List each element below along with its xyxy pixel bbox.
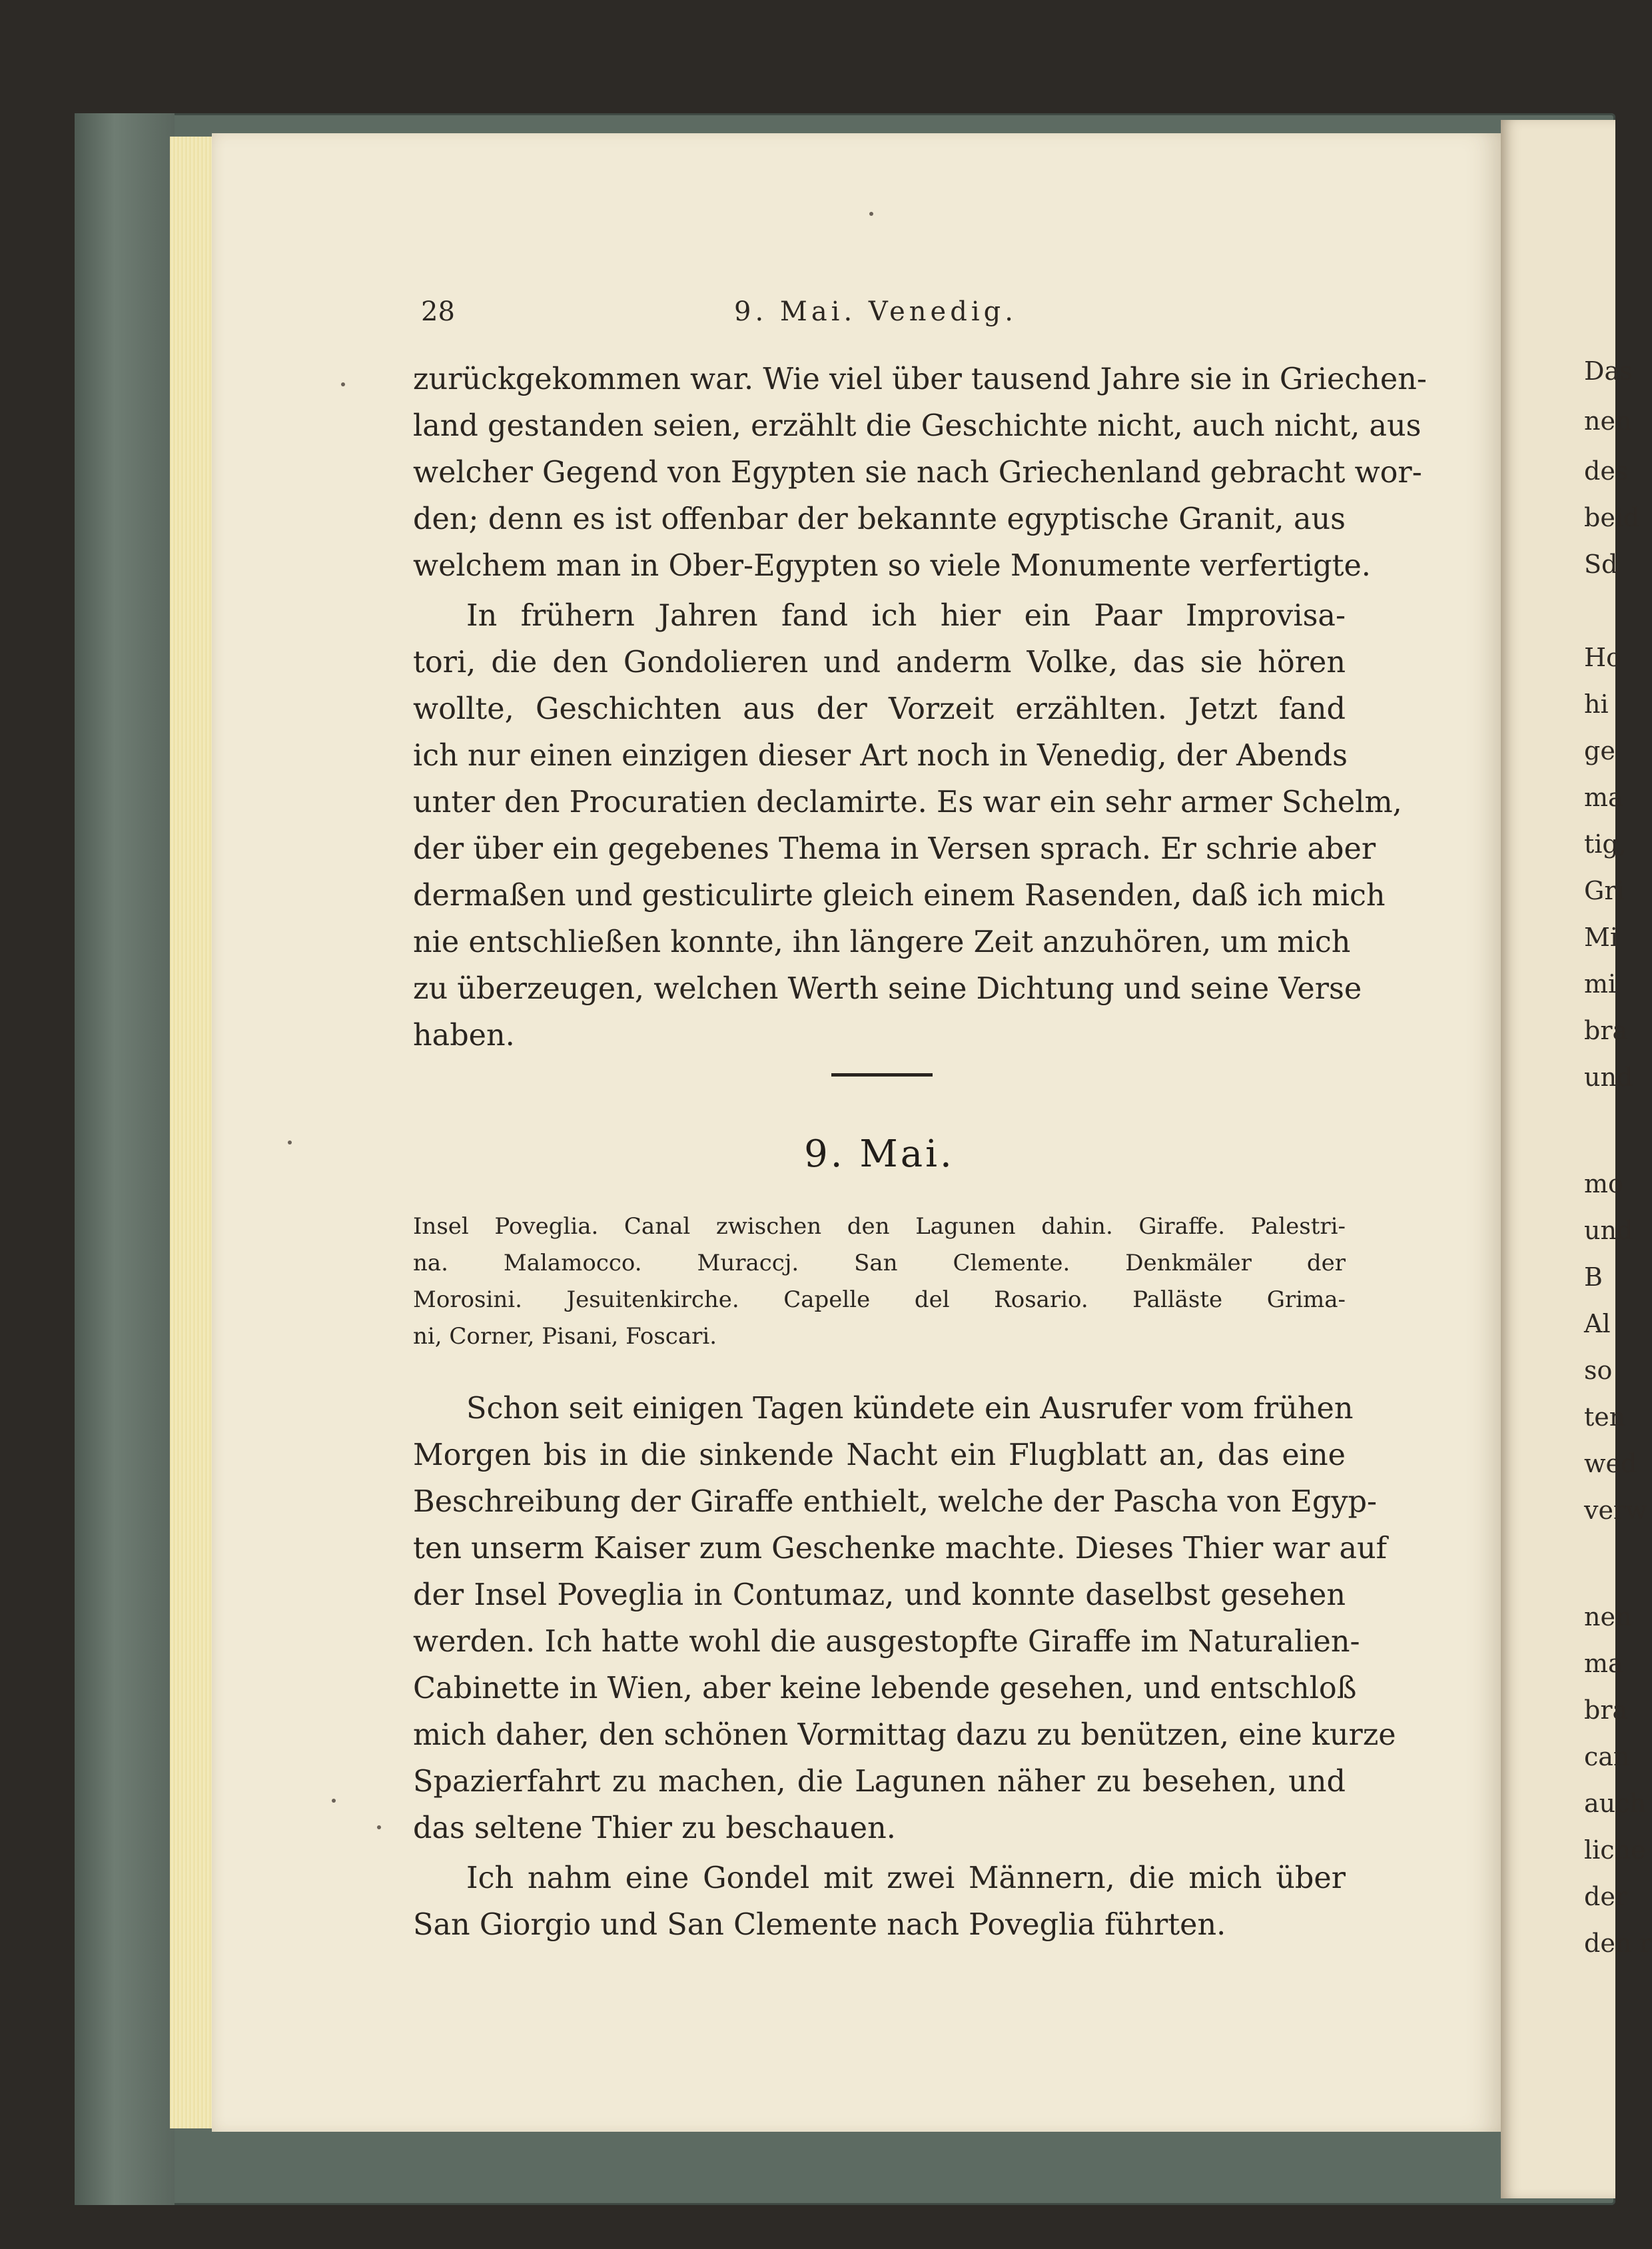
facing-fragment: und (1584, 1063, 1633, 1092)
text-line: den; denn es ist offenbar der bekannte egyptische Granit, aus (413, 502, 1346, 536)
facing-fragment: Sd (1584, 550, 1618, 579)
text-line: Beschreibung der Giraffe enthielt, welche der Pascha von Egyp- (413, 1485, 1378, 1519)
page-number: 28 (421, 296, 455, 327)
facing-fragment: Mi (1584, 923, 1619, 952)
facing-fragment: des (1584, 456, 1629, 486)
facing-fragment: Al (1584, 1309, 1611, 1338)
facing-fragment: und (1584, 1216, 1633, 1245)
facing-fragment: liche (1584, 1835, 1646, 1865)
facing-fragment: Gri (1584, 876, 1625, 905)
text-line: nie entschließen konnte, ihn längere Zeit anzuhören, um mich (413, 925, 1351, 959)
text-line: Spazierfahrt zu machen, die Lagunen näher zu besehen, und (413, 1765, 1346, 1799)
summary-line: Morosini. Jesuitenkirche. Capelle del Rosario. Palläste Grima- (413, 1286, 1346, 1313)
facing-fragment: mo (1584, 1169, 1623, 1198)
book-spine-edge (75, 113, 175, 2205)
text-line: land gestanden seien, erzählt die Geschichte nicht, auch nicht, aus (413, 409, 1422, 443)
summary-line: na. Malamocco. Muraccj. San Clemente. Denkmäler der (413, 1250, 1346, 1276)
text-line: mich daher, den schönen Vormittag dazu zu benützen, eine kurze (413, 1718, 1396, 1752)
facing-fragment: tig, (1584, 829, 1627, 859)
facing-fragment: ma (1584, 783, 1623, 812)
facing-fragment: ma (1584, 1649, 1623, 1678)
facing-page (1501, 120, 1652, 2198)
text-line: der über ein gegebenes Thema in Versen sprach. Er schrie aber (413, 832, 1376, 866)
text-line: ten unserm Kaiser zum Geschenke machte. Dieses Thier war auf (413, 1532, 1388, 1566)
facing-fragment: so (1584, 1356, 1613, 1385)
facing-fragment: beid (1584, 503, 1640, 532)
text-line: haben. (413, 1019, 515, 1053)
running-title: 9. Mai. Venedig. (734, 296, 1017, 327)
facing-fragment: hi (1584, 689, 1609, 719)
paper-speck (288, 1140, 292, 1144)
facing-fragment: mi (1584, 969, 1617, 999)
summary-line: Insel Poveglia. Canal zwischen den Lagunen dahin. Giraffe. Palestri- (413, 1213, 1346, 1240)
text-line: Morgen bis in die sinkende Nacht ein Flugblatt an, das eine (413, 1438, 1346, 1472)
page-edges (170, 137, 216, 2128)
running-header (421, 296, 1327, 336)
text-line: zu überzeugen, welchen Werth seine Dichtung und seine Verse (413, 972, 1362, 1006)
section-title: 9. Mai. (804, 1132, 955, 1176)
facing-fragment: Ho (1584, 643, 1622, 672)
text-line: das seltene Thier zu beschauen. (413, 1811, 896, 1845)
text-line: Schon seit einigen Tagen kündete ein Ausrufer vom frühen (466, 1392, 1354, 1426)
paper-speck (377, 1825, 381, 1829)
facing-fragment: can (1584, 1742, 1630, 1771)
text-line: Ich nahm eine Gondel mit zwei Männern, die mich über (466, 1861, 1346, 1895)
facing-fragment: Das (1584, 356, 1633, 386)
facing-fragment: B (1584, 1262, 1603, 1292)
facing-fragment: bra (1584, 1695, 1628, 1725)
text-line: der Insel Poveglia in Contumaz, und konnte daselbst gesehen (413, 1578, 1346, 1612)
summary-line: ni, Corner, Pisani, Foscari. (413, 1323, 717, 1350)
facing-fragment: wed (1584, 1449, 1637, 1478)
text-line: ich nur einen einzigen dieser Art noch in Venedig, der Abends (413, 739, 1348, 773)
text-line: dermaßen und gesticulirte gleich einem Rasenden, daß ich mich (413, 879, 1386, 913)
facing-fragment: ge (1584, 736, 1615, 765)
text-line: werden. Ich hatte wohl die ausgestopfte Giraffe im Naturalien- (413, 1625, 1360, 1659)
facing-fragment: nen (1584, 1602, 1632, 1631)
text-line: tori, die den Gondolieren und anderm Volke, das sie hören (413, 646, 1346, 679)
text-line: Cabinette in Wien, aber keine lebende gesehen, und entschloß (413, 1671, 1357, 1705)
facing-fragment: verw (1584, 1496, 1647, 1525)
text-line: In frühern Jahren fand ich hier ein Paar Improvisa- (466, 599, 1346, 633)
paper-speck (341, 382, 345, 386)
text-line: welcher Gegend von Egypten sie nach Griechenland gebracht wor- (413, 456, 1422, 490)
text-line: zurückgekommen war. Wie viel über tausend Jahre sie in Griechen- (413, 362, 1427, 396)
facing-fragment: den r (1584, 1929, 1652, 1958)
facing-fragment: nen (1584, 406, 1632, 436)
text-line: San Giorgio und San Clemente nach Poveglia führten. (413, 1908, 1226, 1942)
facing-fragment: bra (1584, 1016, 1628, 1045)
paper-speck (869, 212, 873, 216)
text-line: wollte, Geschichten aus der Vorzeit erzählten. Jetzt fand (413, 692, 1346, 726)
section-divider (831, 1073, 933, 1077)
paper-speck (332, 1799, 336, 1803)
text-line: welchem man in Ober-Egypten so viele Monumente verfertigte. (413, 549, 1371, 583)
facing-fragment: der (1584, 1882, 1627, 1911)
facing-fragment: auch (1584, 1789, 1646, 1818)
text-line: unter den Procuratien declamirte. Es war ein sehr armer Schelm, (413, 785, 1402, 819)
facing-fragment: ten (1584, 1402, 1626, 1432)
